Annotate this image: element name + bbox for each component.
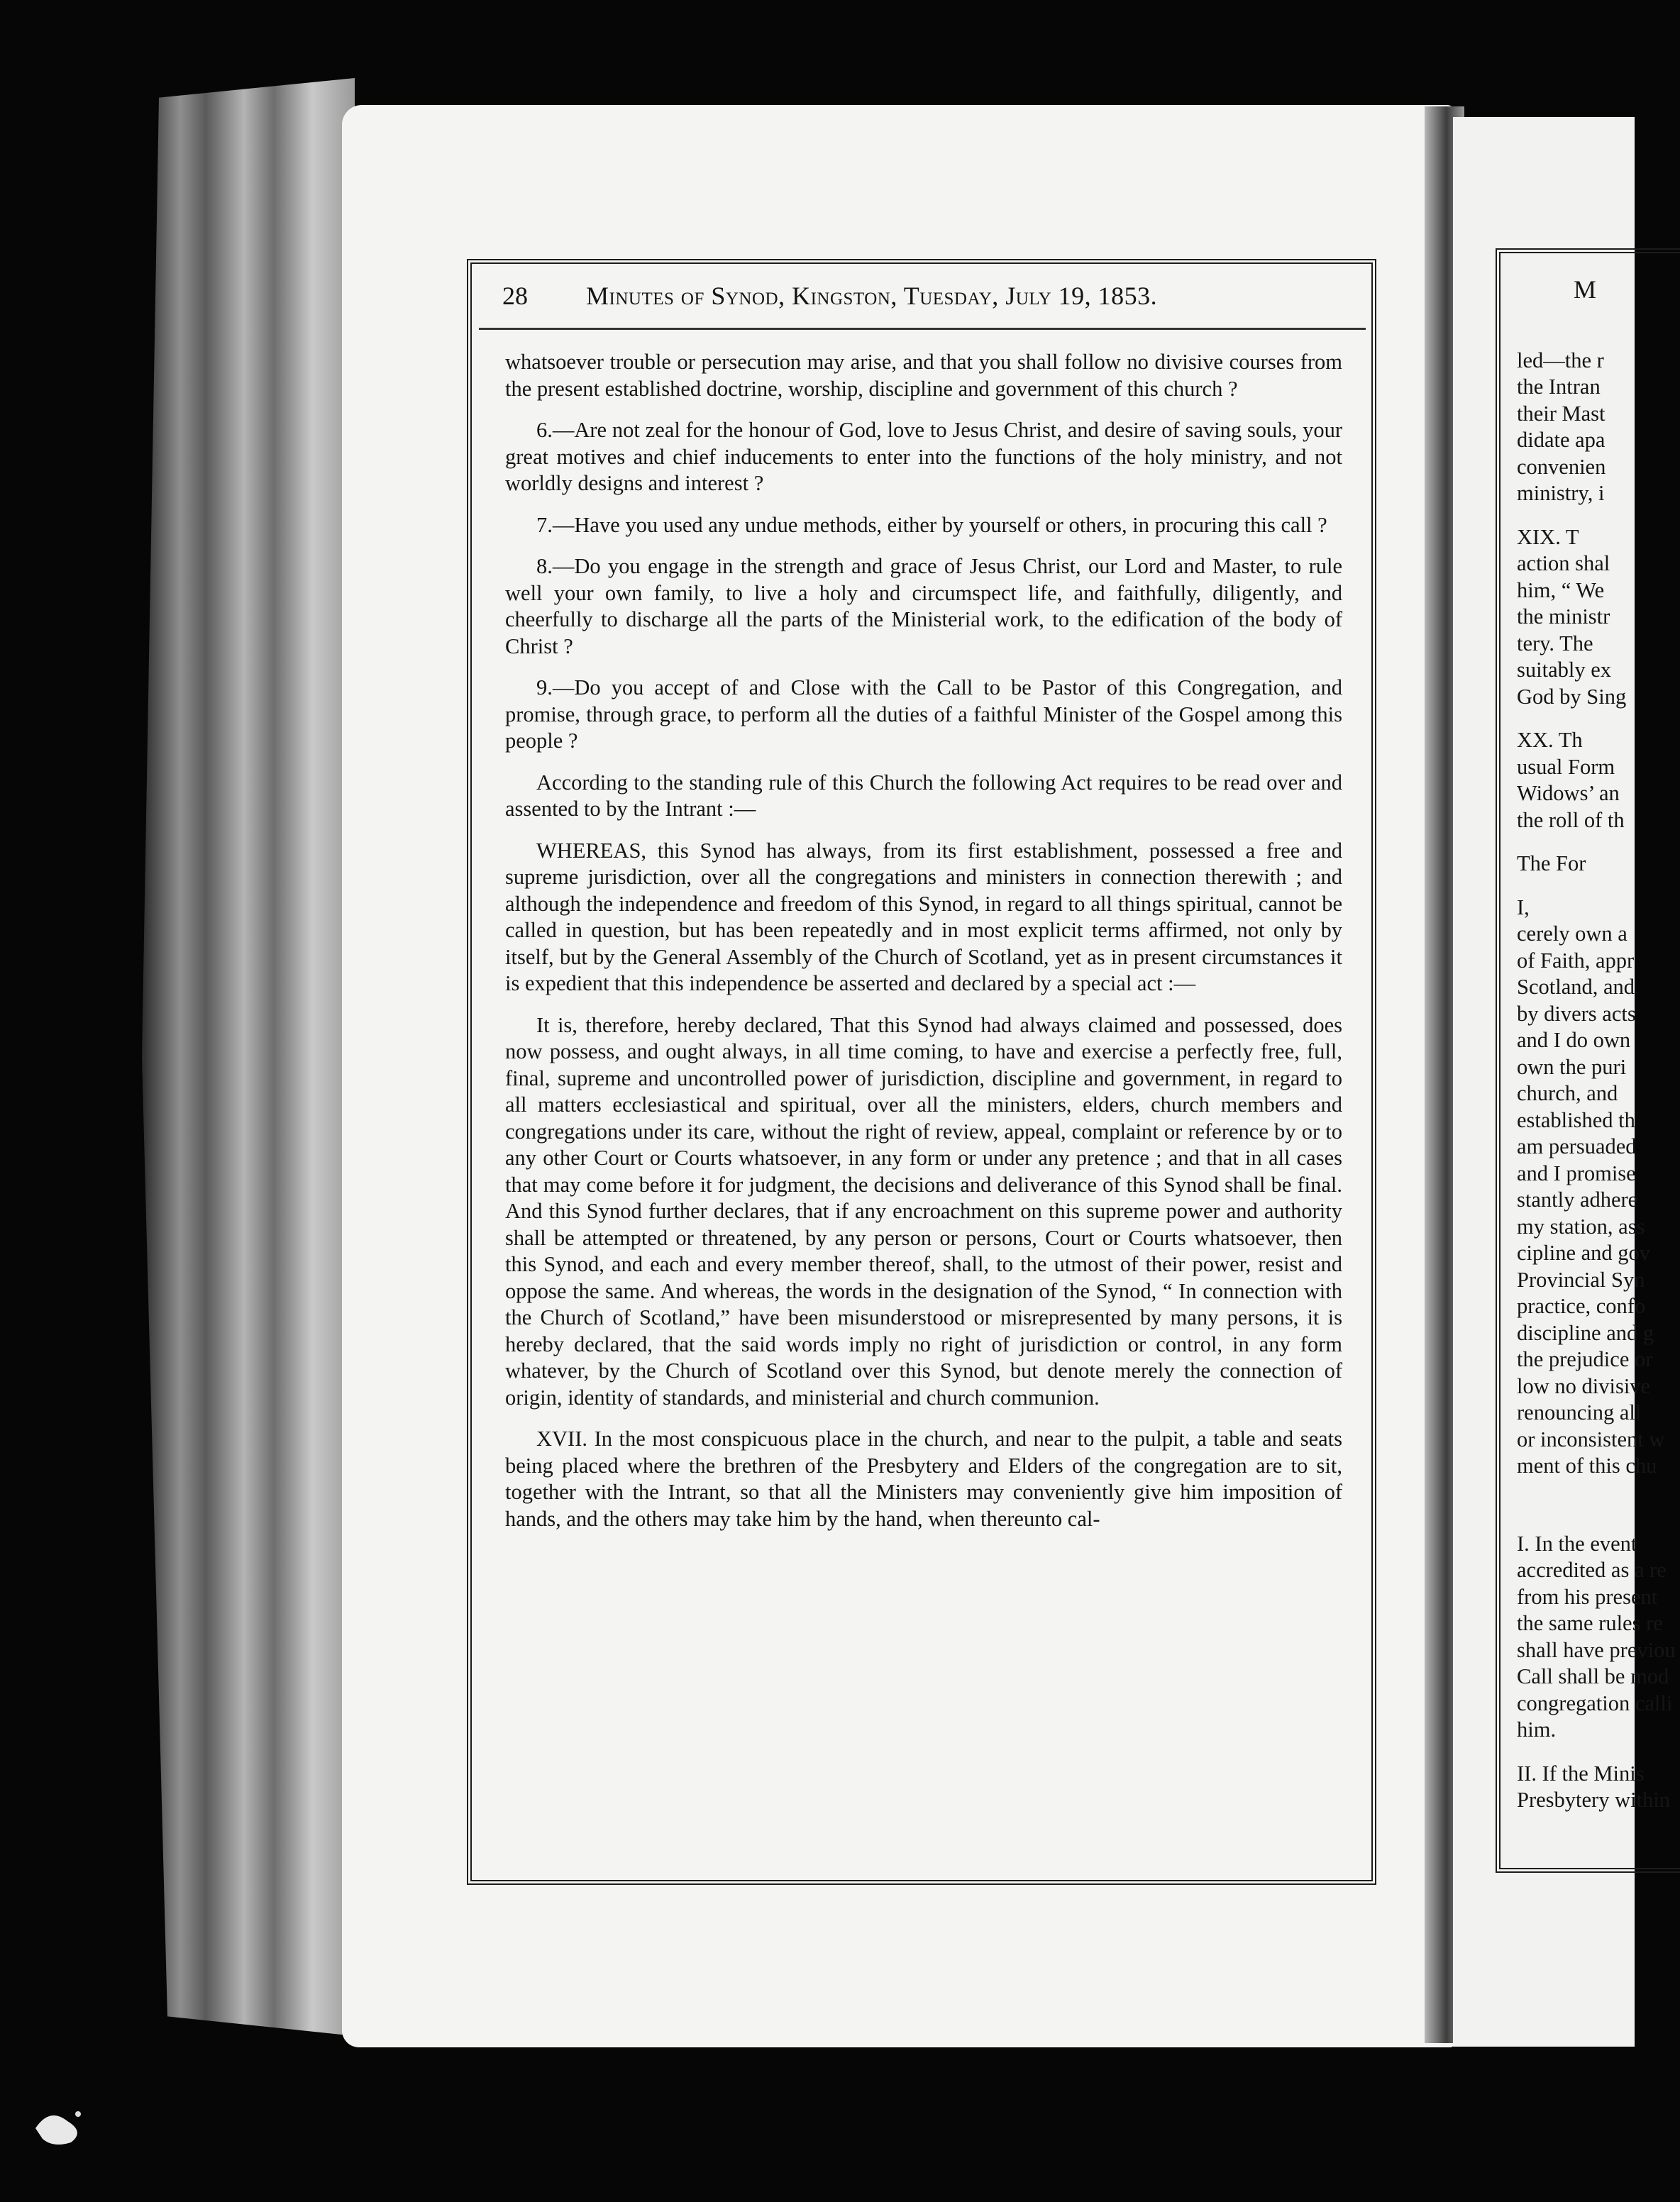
text-line: by divers acts (1517, 1001, 1636, 1026)
text-line: stantly adhere (1517, 1188, 1638, 1212)
paragraph: XVII. In the most conspicuous place in the church, and near to the pulpit, a table and seats being placed where the brethren of the Presbytery and Elders of the congregation are to sit, together with the Intrant, so that all the Ministers may conveniently give him imposition of hands, and the others may take him by the hand, when thereunto cal- (505, 1427, 1342, 1531)
line-gap (1517, 710, 1645, 727)
text-line: ministry, i (1517, 481, 1605, 505)
text-line: of Faith, appr (1517, 948, 1635, 973)
text-line: the roll of th (1517, 807, 1625, 832)
paragraph: whatsoever trouble or persecution may arise, and that you shall follow no divisive courses from the present established doctrine, worship, discipline and government of this church ? (505, 350, 1342, 401)
text-line: Widows’ an (1517, 781, 1620, 805)
paragraph: 7.—Have you used any undue methods, either by yourself or others, in procuring this call ? (536, 512, 1327, 537)
paragraph: 9.—Do you accept of and Close with the Call to be Pastor of this Congregation, and promise, through grace, to perform all the duties of a faithful Minister of the Gospel among this people ? (505, 675, 1342, 753)
text-line: cipline and gov (1517, 1241, 1651, 1265)
text-line: and I do own (1517, 1028, 1631, 1052)
text-line: shall have previou (1517, 1637, 1676, 1662)
book-page-edges (142, 78, 355, 2036)
text-line: their Mast (1517, 401, 1606, 426)
text-line: the same rules re (1517, 1611, 1663, 1635)
line-gap (1517, 878, 1645, 895)
text-line: am persuaded (1517, 1134, 1637, 1158)
text-line: II. If the Minis (1517, 1761, 1645, 1786)
text-line: suitably ex (1517, 658, 1611, 682)
line-gap (1517, 834, 1645, 851)
paragraph: According to the standing rule of this Church the following Act requires to be read over and assented to by the Intrant :— (505, 770, 1342, 821)
text-line: The For (1517, 851, 1586, 875)
text-line: from his present (1517, 1584, 1658, 1609)
text-line: own the puri (1517, 1054, 1627, 1079)
text-line: Call shall be mod (1517, 1664, 1669, 1688)
line-gap (1517, 1514, 1645, 1531)
text-line: XX. Th (1517, 728, 1583, 752)
text-line: and I promise (1517, 1161, 1636, 1185)
line-gap (1517, 1497, 1645, 1514)
text-line: tery. The (1517, 631, 1593, 655)
text-line: I. In the event (1517, 1531, 1637, 1556)
text-line: God by Sing (1517, 684, 1627, 709)
page-number: 28 (502, 282, 528, 310)
line-gap (1517, 1480, 1645, 1497)
text-line: the prejudice or (1517, 1347, 1653, 1371)
text-line: Provincial Syn (1517, 1267, 1645, 1292)
text-line: action shal (1517, 551, 1610, 575)
text-line: I, (1517, 895, 1530, 919)
text-line: led—the r (1517, 348, 1604, 372)
film-speck-mark (28, 2100, 92, 2150)
text-line: my station, ass (1517, 1214, 1645, 1239)
text-line: him. (1517, 1717, 1557, 1742)
line-gap (1517, 1744, 1645, 1761)
text-line: him, “ We (1517, 577, 1605, 602)
text-line: practice, confo (1517, 1294, 1646, 1318)
paragraph: It is, therefore, hereby declared, That this Synod had always claimed and possessed, does now possess, and ought always, in all time coming, to have and exercise a perfectly free, full, final, supreme and uncontrolled power of jurisdiction, discipline and government, in regard to all matters ecclesiastical and spiritual, over all the ministers, elders, church members and congregations under its care, without the right of review, appeal, complaint or reference by or to any other Court or Courts whatsoever, in any form or under any pretence ; and that in all cases that may come before it for judgment, the decisions and deliverance of this Synod shall be final. And this Synod further declares, that if any encroachment on this supreme power and authority shall be attempted or threatened, by any person or persons, Court or Courts whatsoever, then this Synod, and each and every member thereof, shall, to the utmost of their power, resist and oppose the same. And whereas, the words in the designation of the Synod, “ In connection with the Church of Scotland,” have been misunderstood or misrepresented by many persons, it is hereby declared, that the said words imply no right of jurisdiction or control, in any form whatever, by the Church of Scotland over this Synod, but denote merely the connection of origin, identity of standards, and ministerial and church communion. (505, 1012, 1342, 1410)
text-line: renouncing all (1517, 1400, 1642, 1424)
right-page-body (1517, 275, 1676, 1814)
line-gap (1517, 507, 1645, 524)
text-line: accredited as a re (1517, 1558, 1667, 1582)
paragraph: 8.—Do you engage in the strength and grace of Jesus Christ, our Lord and Master, to rule well your own family, to live a holy and circumspect life, and faithfully, diligently, and cheerfully to discharge all the parts of the Ministerial work, to the edification of the body of Christ ? (505, 554, 1342, 658)
text-line: or inconsistent w (1517, 1427, 1665, 1451)
paragraph: WHEREAS, this Synod has always, from its first establishment, possessed a free and supreme jurisdiction, over all the congregations and ministers in connection therewith ; and although the independence and freedom of this Synod, in regard to all things spiritual, cannot be called in question, but has been repeatedly and in most explicit terms affirmed, not only by itself, but by the General Assembly of the Church of Scotland, yet as in present circumstances it is expedient that this independence be asserted and declared by a special act :— (505, 838, 1342, 995)
left-page-body (505, 349, 1342, 1547)
left-page-header (502, 278, 1339, 321)
text-line: church, and (1517, 1081, 1618, 1105)
text-line: ment of this chu (1517, 1454, 1657, 1478)
text-line: cerely own a (1517, 922, 1628, 946)
text-line: established th (1517, 1107, 1635, 1132)
text-line: convenien (1517, 454, 1606, 479)
text-line: congregation calli (1517, 1691, 1673, 1715)
text-line: the ministr (1517, 604, 1610, 629)
text-line: discipline and g (1517, 1320, 1654, 1345)
text-line: XIX. T (1517, 524, 1579, 549)
text-line: didate apa (1517, 428, 1606, 452)
running-head: Minutes of Synod, Kingston, Tuesday, July 19, 1853. (586, 282, 1158, 310)
paragraph: 6.—Are not zeal for the honour of God, love to Jesus Christ, and desire of saving souls, your great motives and chief inducements to enter into the functions of the holy ministry, and not worldly designs and interest ? (505, 418, 1342, 495)
header-rule (479, 328, 1366, 330)
right-running-head: M (1574, 275, 1597, 304)
text-line: usual Form (1517, 754, 1615, 779)
text-line: Scotland, and (1517, 975, 1635, 999)
text-line: the Intran (1517, 375, 1601, 399)
text-line: low no divisive (1517, 1373, 1651, 1398)
text-line: Presbytery within (1517, 1788, 1671, 1812)
